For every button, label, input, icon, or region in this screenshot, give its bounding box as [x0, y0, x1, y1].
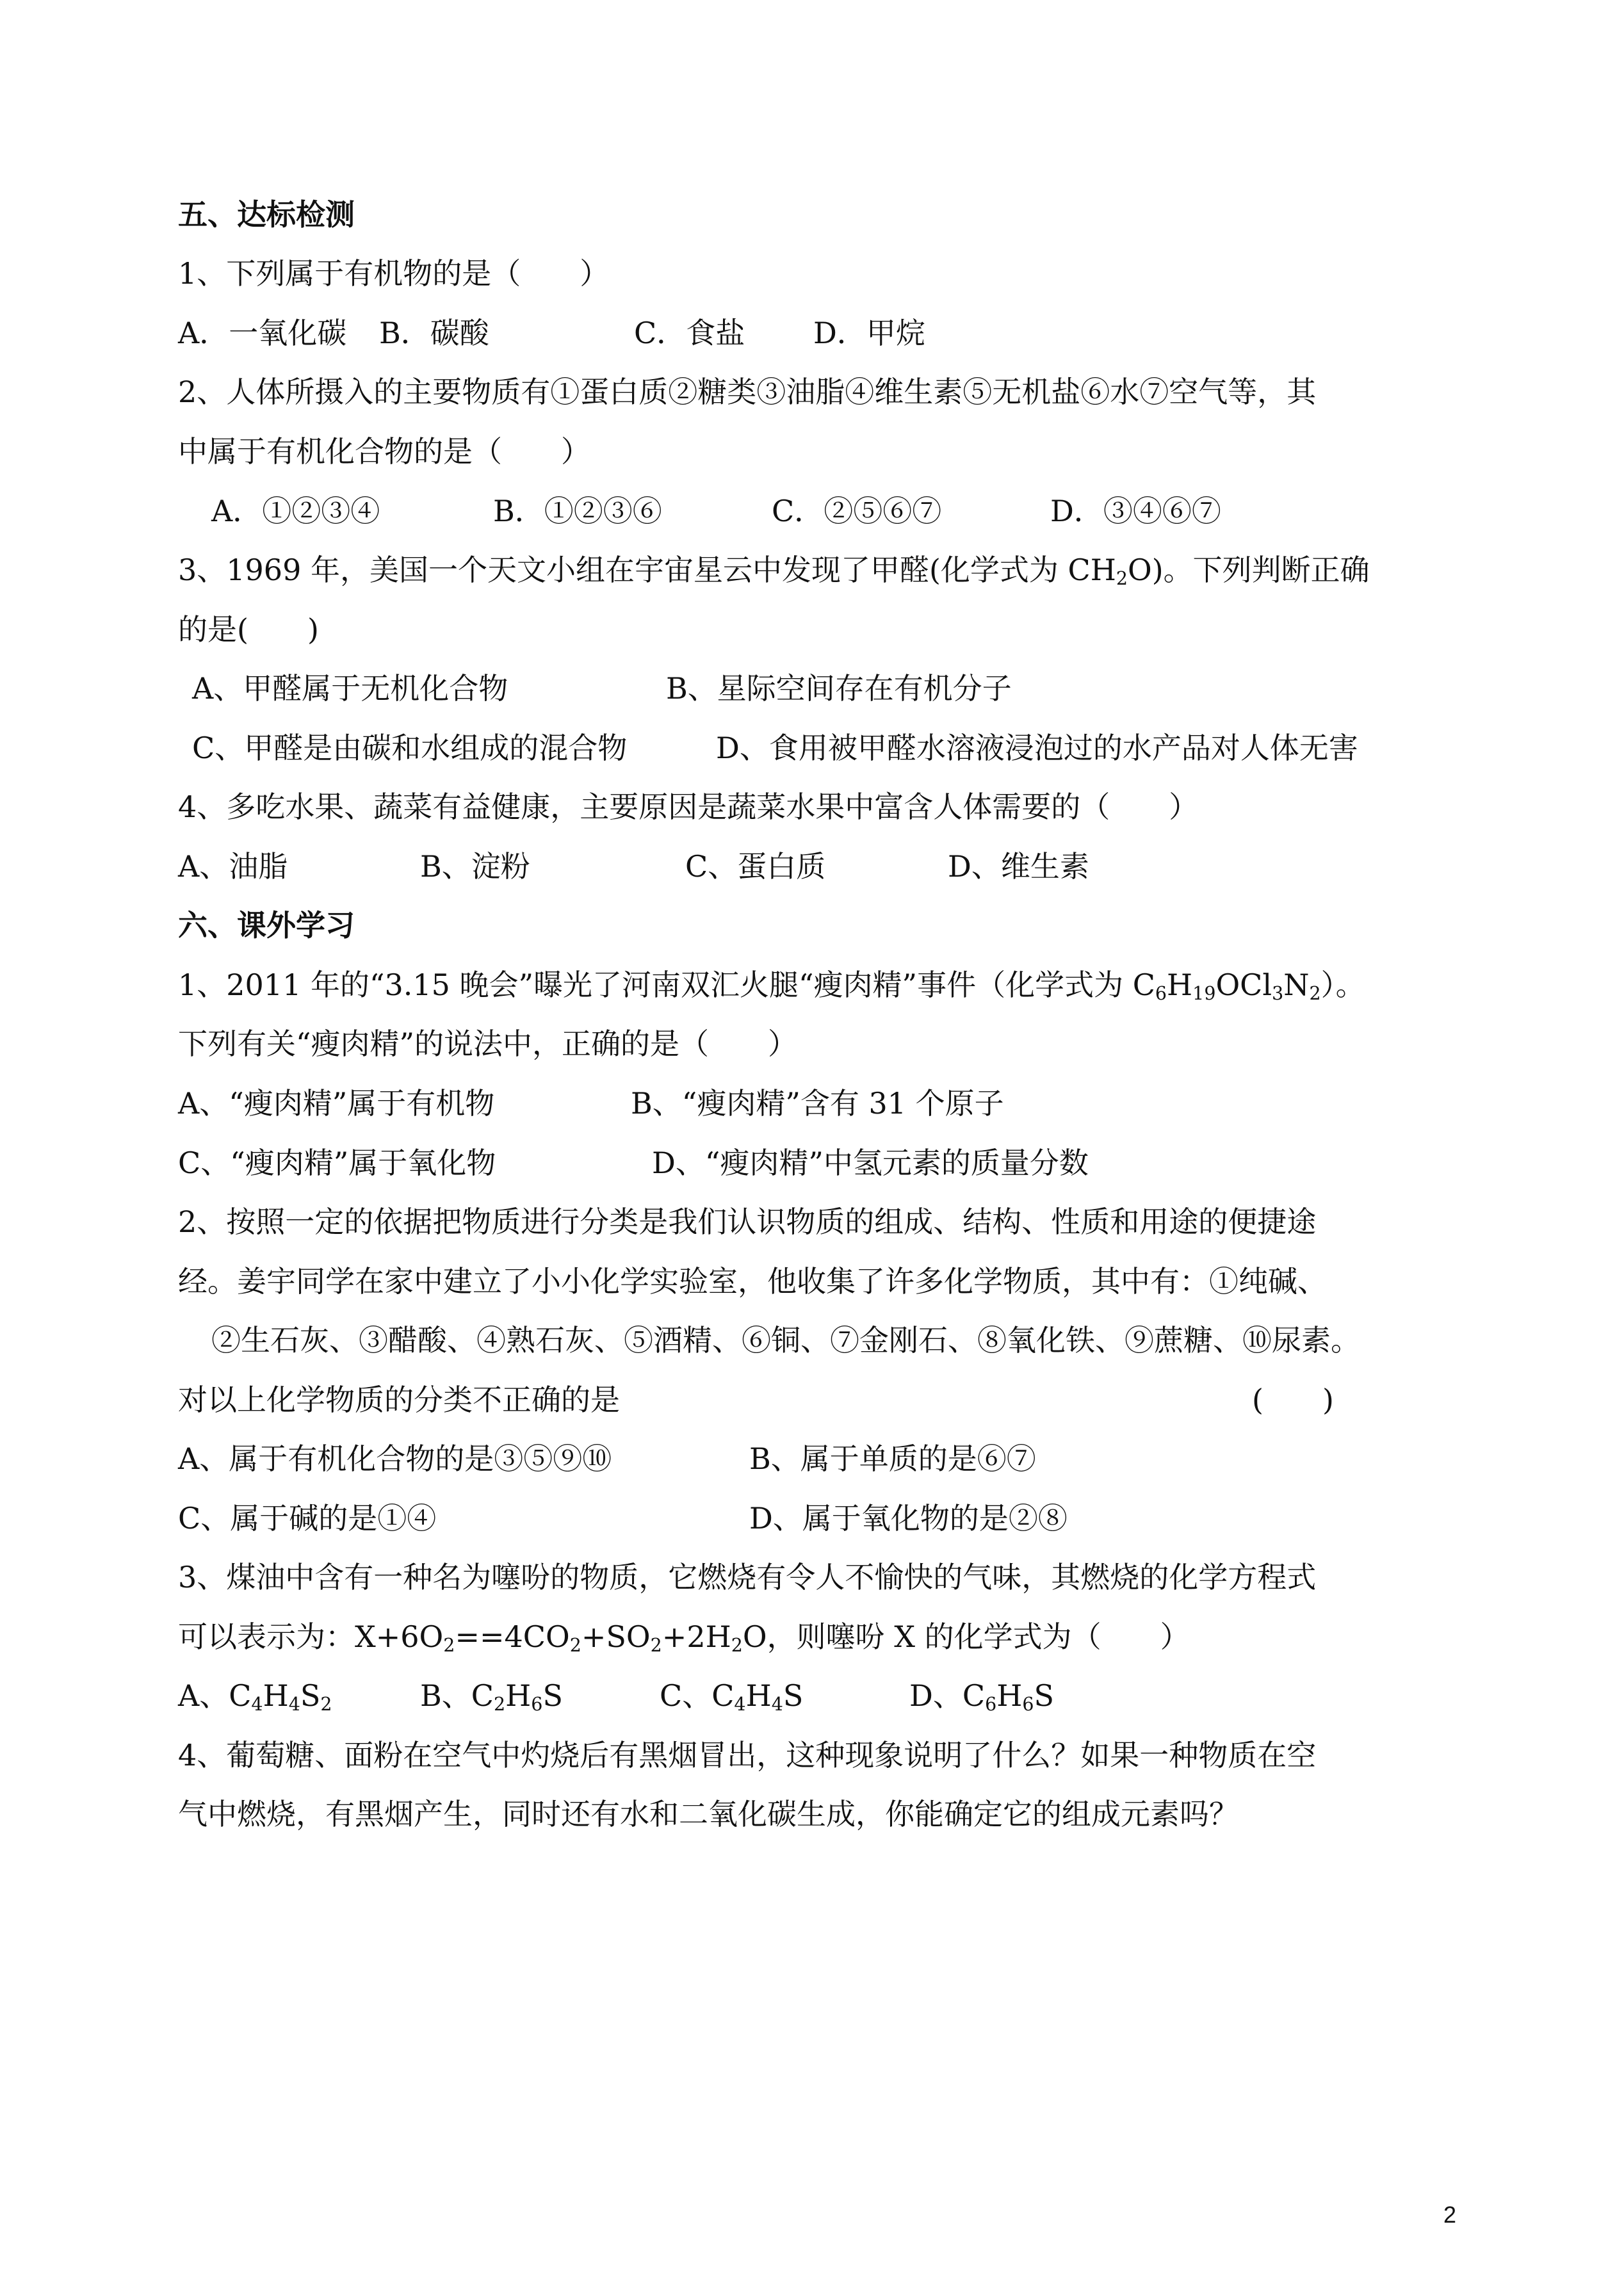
option-d: D．③④⑥⑦ [1050, 494, 1221, 528]
question-5-3-stem-line1 [178, 551, 1370, 589]
subscript: 2 [1309, 983, 1321, 1005]
text-segment: +SO [581, 1619, 651, 1654]
text-segment: +2H [662, 1619, 731, 1654]
subscript: 2 [443, 1635, 455, 1657]
option-d: D．甲烷 [813, 316, 925, 350]
question-5-4-stem: 4、多吃水果、蔬菜有益健康，主要原因是蔬菜水果中富含人体需要的（ ） [178, 790, 1199, 824]
subscript: 4 [734, 1694, 746, 1715]
subscript: 19 [1192, 983, 1216, 1005]
option-c: C．食盐 [634, 316, 745, 350]
question-6-4-line1: 4、葡萄糖、面粉在空气中灼烧后有黑烟冒出，这种现象说明了什么？如果一种物质在空 [178, 1738, 1317, 1772]
text-segment: C、C [660, 1678, 735, 1713]
section-title-6: 六、课外学习 [178, 908, 355, 943]
option-a: A、油脂 [178, 849, 288, 884]
option-a: A．①②③④ [211, 494, 380, 528]
text-segment: ==4CO [455, 1619, 570, 1654]
subscript: 4 [251, 1694, 263, 1715]
text-segment: B、C [420, 1678, 494, 1713]
option-b: B、星际空间存在有机分子 [666, 671, 1012, 706]
text-segment: D、C [909, 1678, 986, 1713]
subscript: 2 [569, 1635, 581, 1657]
text-segment: S [1034, 1678, 1055, 1713]
option-a: A、属于有机化合物的是③⑤⑨⑩ [178, 1441, 612, 1476]
text-segment: O)。下列判断正确 [1128, 553, 1370, 587]
subscript: 6 [985, 1694, 997, 1715]
question-6-3-line1: 3、煤油中含有一种名为噻吩的物质，它燃烧有令人不愉快的气味，其燃烧的化学方程式 [178, 1560, 1317, 1594]
question-6-3-line2 [178, 1618, 1190, 1656]
page-number: 2 [1443, 2202, 1457, 2228]
text-segment: H [505, 1678, 532, 1713]
option-a: A、“瘦肉精”属于有机物 [178, 1086, 495, 1121]
subscript: 6 [531, 1694, 543, 1715]
subscript: 6 [1022, 1694, 1034, 1715]
subscript: 6 [1155, 983, 1167, 1005]
text-segment: S [300, 1678, 321, 1713]
option-c [660, 1676, 803, 1715]
text-segment: O，则噻吩 X 的化学式为（ ） [742, 1619, 1190, 1654]
question-6-4-line2: 气中燃烧，有黑烟产生，同时还有水和二氧化碳生成，你能确定它的组成元素吗？ [178, 1797, 1238, 1831]
subscript: 2 [1116, 568, 1128, 590]
question-6-2-line2: 经。姜宇同学在家中建立了小小化学实验室，他收集了许多化学物质，其中有：①纯碱、 [178, 1264, 1327, 1299]
text-segment: 可以表示为：X+6O [178, 1619, 444, 1654]
option-b: B、“瘦肉精”含有 31 个原子 [631, 1086, 1004, 1121]
question-6-2-line1: 2、按照一定的依据把物质进行分类是我们认识物质的组成、结构、性质和用途的便捷途 [178, 1204, 1317, 1239]
subscript: 4 [288, 1694, 300, 1715]
text-segment: A、C [178, 1678, 252, 1713]
option-b: B．①②③⑥ [493, 494, 662, 528]
text-segment: H [996, 1678, 1023, 1713]
subscript: 2 [731, 1635, 743, 1657]
option-d: D、“瘦肉精”中氢元素的质量分数 [652, 1146, 1089, 1180]
option-b: B．碳酸 [379, 316, 489, 350]
text-segment: S [783, 1678, 804, 1713]
question-5-1-stem: 1、下列属于有机物的是（ ） [178, 256, 610, 291]
question-6-1-stem-line2: 下列有关“瘦肉精”的说法中，正确的是（ ） [178, 1026, 798, 1061]
option-c: C、“瘦肉精”属于氧化物 [178, 1146, 496, 1180]
option-d: D、属于氧化物的是②⑧ [749, 1501, 1068, 1536]
text-segment: 1、2011 年的“3.15 晚会”曝光了河南双汇火腿“瘦肉精”事件（化学式为 C [178, 968, 1155, 1002]
option-d: D、维生素 [948, 849, 1089, 884]
text-segment: N [1283, 968, 1310, 1002]
option-d: D、食用被甲醛水溶液浸泡过的水产品对人体无害 [716, 731, 1358, 765]
option-c: C、蛋白质 [685, 849, 826, 884]
option-a: A、甲醛属于无机化合物 [192, 671, 508, 706]
question-6-2-line4: 对以上化学物质的分类不正确的是 [178, 1383, 620, 1417]
subscript: 2 [650, 1635, 662, 1657]
text-segment: H [1167, 968, 1193, 1002]
option-b [420, 1676, 563, 1715]
question-5-2-stem-line1: 2、人体所摄入的主要物质有①蛋白质②糖类③油脂④维生素⑤无机盐⑥水⑦空气等，其 [178, 375, 1317, 409]
text-segment: 3、1969 年，美国一个天文小组在宇宙星云中发现了甲醛(化学式为 CH [178, 553, 1116, 587]
option-c: C．②⑤⑥⑦ [772, 494, 942, 528]
question-5-2-stem-line2: 中属于有机化合物的是（ ） [178, 434, 590, 469]
question-6-1-stem-line1 [178, 966, 1365, 1004]
option-d [909, 1676, 1054, 1715]
text-segment: S [542, 1678, 563, 1713]
section-title-5: 五、达标检测 [178, 197, 355, 232]
subscript: 2 [494, 1694, 506, 1715]
option-b: B、淀粉 [420, 849, 530, 884]
option-c: C、甲醛是由碳和水组成的混合物 [192, 731, 628, 765]
question-5-3-stem-line2: 的是( ) [178, 612, 319, 647]
text-segment: H [745, 1678, 772, 1713]
option-a: A．一氧化碳 [178, 316, 347, 350]
subscript: 3 [1272, 983, 1284, 1005]
option-b: B、属于单质的是⑥⑦ [749, 1441, 1036, 1476]
text-segment: ）。 [1320, 968, 1365, 1002]
option-c: C、属于碱的是①④ [178, 1501, 437, 1536]
text-segment: H [263, 1678, 289, 1713]
option-a [178, 1676, 332, 1715]
question-6-2-line3: ②生石灰、③醋酸、④熟石灰、⑤酒精、⑥铜、⑦金刚石、⑧氧化铁、⑨蔗糖、⑩尿素。 [211, 1323, 1360, 1358]
answer-bracket: ( ) [1252, 1383, 1334, 1417]
text-segment: OCl [1215, 968, 1272, 1002]
subscript: 2 [320, 1694, 332, 1715]
subscript: 4 [771, 1694, 783, 1715]
